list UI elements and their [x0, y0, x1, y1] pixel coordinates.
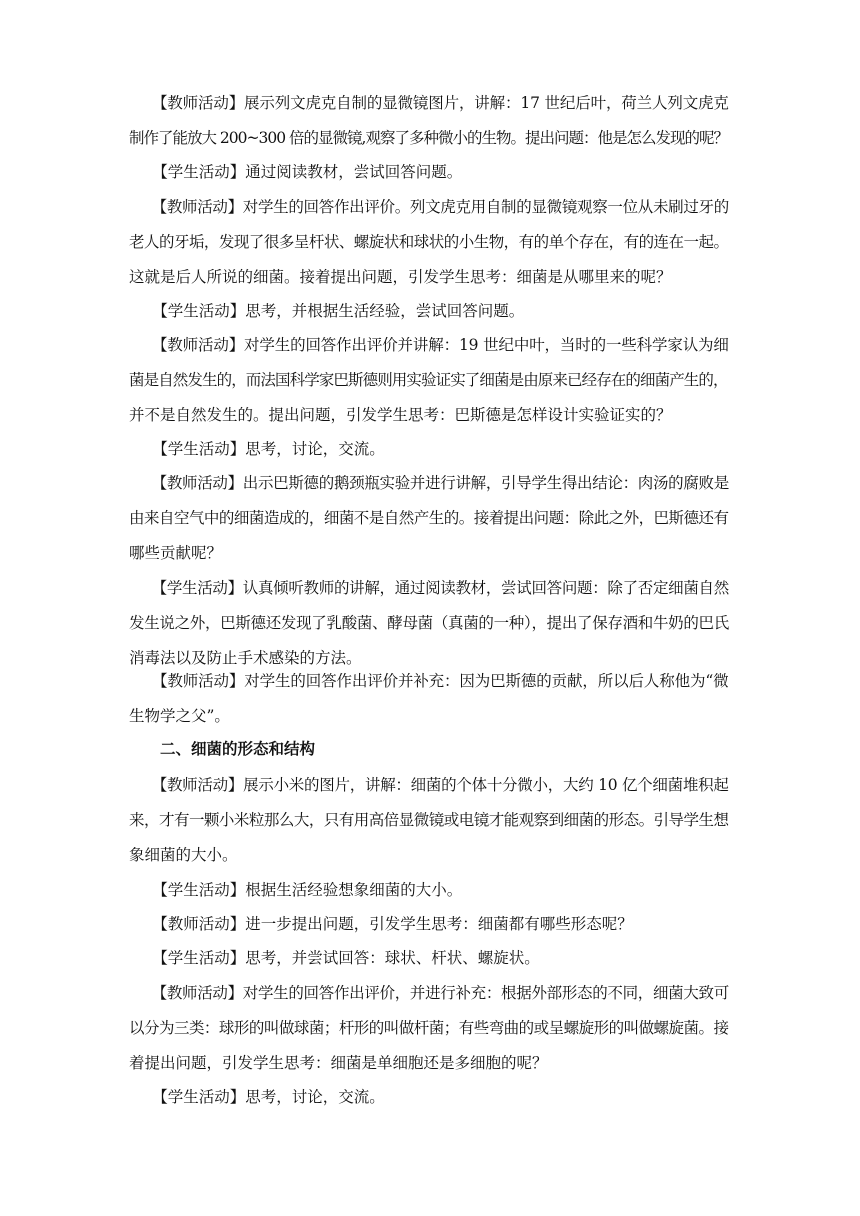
- paragraph: [129, 664, 729, 734]
- text-line: 发生说之外，巴斯德还发现了乳酸菌、酵母菌（真菌的一种），提出了保存酒和牛奶的巴氏: [129, 614, 729, 632]
- text-line: 这就是后人所说的细菌。接着提出问题，引发学生思考：细菌是从哪里来的呢？: [129, 268, 672, 286]
- paragraph: [129, 466, 729, 571]
- paragraph: [129, 86, 729, 156]
- paragraph: [129, 873, 729, 908]
- text-line: 【教师活动】进一步提出问题，引发学生思考：细菌都有哪些形态呢？: [129, 915, 633, 933]
- text-line: 并不是自然发生的。提出问题，引发学生思考：巴斯德是怎样设计实验证实的？: [129, 406, 672, 424]
- paragraph: [129, 190, 729, 295]
- text-line: 二、细菌的形态和结构: [129, 740, 316, 758]
- text-line: 来，才有一颗小米粒那么大，只有用高倍显微镜或电镜才能观察到细菌的形态。引导学生想: [129, 811, 729, 829]
- text-line: 【学生活动】认真倾听教师的讲解，通过阅读教材，尝试回答问题：除了否定细菌自然: [129, 579, 729, 597]
- text-line: 【教师活动】展示小米的图片，讲解：细菌的个体十分微小，大约 10 亿个细菌堆积起: [129, 776, 729, 794]
- text-line: 【教师活动】出示巴斯德的鹅颈瓶实验并进行讲解，引导学生得出结论：肉汤的腐败是: [129, 474, 729, 492]
- text-line: 消毒法以及防止手术感染的方法。: [129, 649, 362, 667]
- text-line: 【教师活动】对学生的回答作出评价，并进行补充：根据外部形态的不同，细菌大致可: [129, 984, 729, 1002]
- text-line: 【学生活动】思考，讨论，交流。: [129, 440, 385, 458]
- text-line: 着提出问题，引发学生思考：细菌是单细胞还是多细胞的呢？: [129, 1054, 548, 1072]
- text-line: 老人的牙垢，发现了很多呈杆状、螺旋状和球状的小生物，有的单个存在，有的连在一起。: [129, 233, 729, 251]
- text-line: 【教师活动】对学生的回答作出评价并补充：因为巴斯德的贡献，所以后人称他为“微: [129, 672, 729, 690]
- text-line: 【教师活动】对学生的回答作出评价并讲解：19 世纪中叶，当时的一些科学家认为细: [129, 336, 729, 354]
- text-line: 【学生活动】通过阅读教材，尝试回答问题。: [129, 163, 463, 181]
- text-line: 【学生活动】根据生活经验想象细菌的大小。: [129, 881, 463, 899]
- text-line: 【学生活动】思考，并尝试回答：球状、杆状、螺旋状。: [129, 949, 540, 967]
- paragraph: [129, 328, 729, 433]
- paragraph: [129, 294, 729, 329]
- text-line: 【学生活动】思考，讨论，交流。: [129, 1088, 385, 1106]
- section-heading: [129, 732, 729, 767]
- paragraph: [129, 941, 729, 976]
- paragraph: [129, 432, 729, 467]
- text-line: 象细菌的大小。: [129, 846, 238, 864]
- paragraph: [129, 907, 729, 942]
- text-line: 生物学之父”。: [129, 707, 230, 725]
- paragraph: [129, 976, 729, 1081]
- text-line: 【教师活动】展示列文虎克自制的显微镜图片，讲解：17 世纪后叶，荷兰人列文虎克: [129, 94, 729, 112]
- paragraph: [129, 571, 729, 676]
- text-line: 制作了能放大 200~300 倍的显微镜,观察了多种微小的生物。提出问题：他是怎么发现的呢？: [129, 129, 728, 147]
- text-line: 【教师活动】对学生的回答作出评价。列文虎克用自制的显微镜观察一位从未刷过牙的: [129, 198, 729, 216]
- paragraph: [129, 155, 729, 190]
- text-line: 【学生活动】思考，并根据生活经验，尝试回答问题。: [129, 302, 525, 320]
- text-line: 以分为三类：球形的叫做球菌；杆形的叫做杆菌；有些弯曲的或呈螺旋形的叫做螺旋菌。接: [129, 1019, 729, 1037]
- text-line: 菌是自然发生的，而法国科学家巴斯德则用实验证实了细菌是由原来已经存在的细菌产生的，: [129, 371, 728, 389]
- paragraph: [129, 1080, 729, 1115]
- text-line: 哪些贡献呢？: [129, 544, 223, 562]
- paragraph: [129, 768, 729, 873]
- text-line: 由来自空气中的细菌造成的，细菌不是自然产生的。接着提出问题：除此之外，巴斯德还有: [129, 509, 729, 527]
